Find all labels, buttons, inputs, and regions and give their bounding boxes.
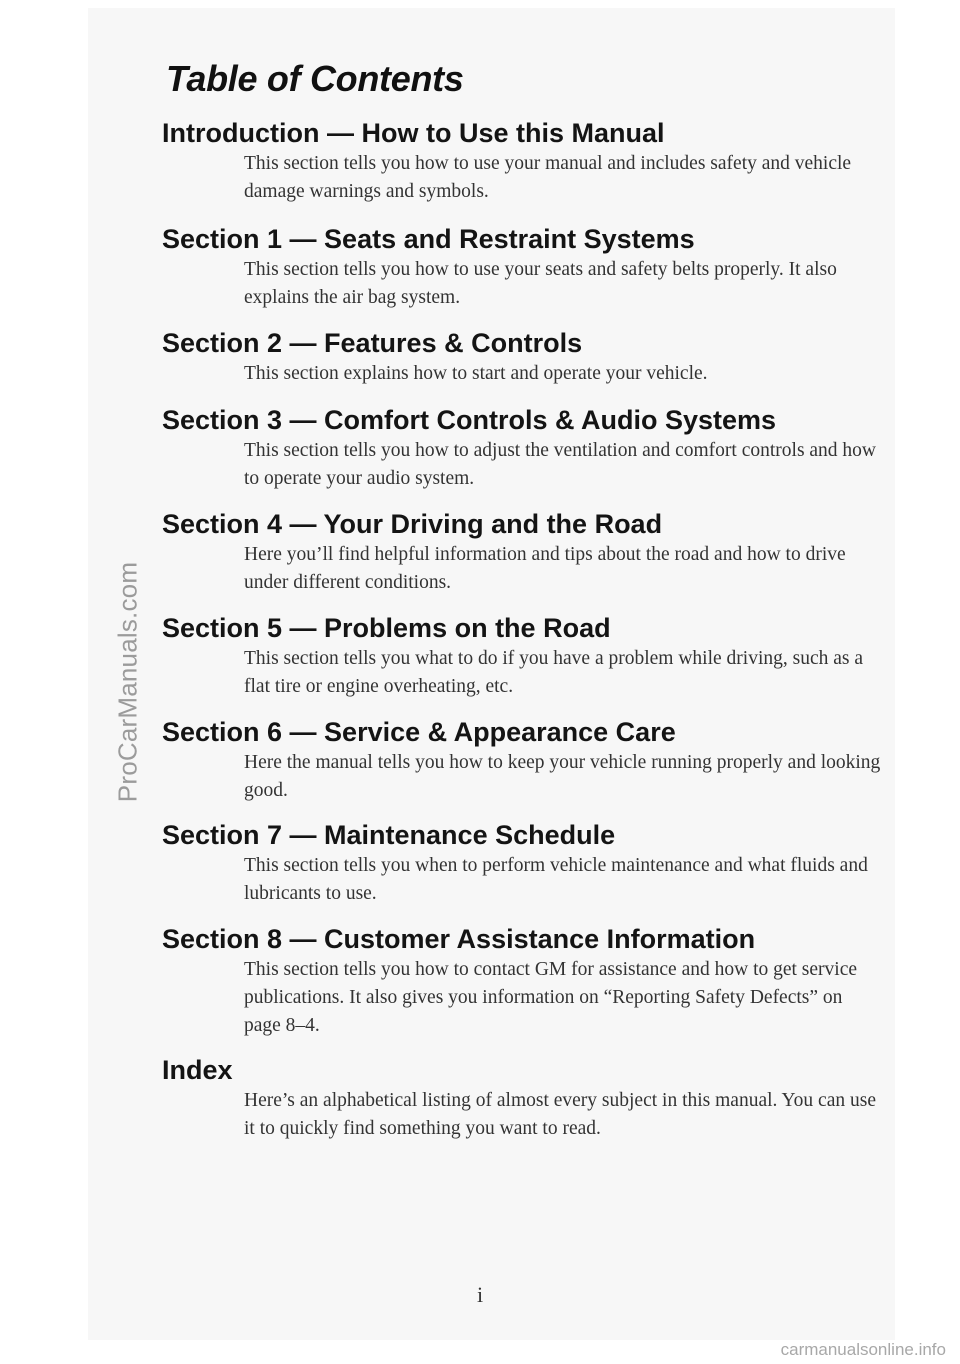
toc-entry-section-8 [162,922,882,1040]
entry-description: This section tells you how to use your seats and safety belts properly. It also explains the air bag system. [244,259,837,308]
entry-heading: Section 7 — Maintenance Schedule [162,820,616,850]
bottom-watermark: carmanualsonline.info [780,1340,946,1359]
entry-heading: Section 2 — Features & Controls [162,328,583,358]
toc-entry-introduction [162,116,882,206]
entry-heading: Introduction — How to Use this Manual [162,118,665,148]
page-title: Table of Contents [166,58,464,99]
entry-description: This section tells you how to use your manual and includes safety and vehicle damage warnings and symbols. [244,153,852,202]
entry-heading: Section 6 — Service & Appearance Care [162,717,676,747]
entry-heading: Section 4 — Your Driving and the Road [162,509,663,539]
entry-heading: Index [162,1055,233,1085]
entry-description: Here’s an alphabetical listing of almost every subject in this manual. You can use it to quickly find something you want to read. [244,1090,876,1139]
entry-description: This section tells you how to contact GM for assistance and how to get service publications. It also gives you information on “Reporting Safety Defects” on page 8–4. [244,959,858,1036]
toc-entry-section-4 [162,507,882,597]
entry-description: This section tells you how to adjust the ventilation and comfort controls and how to operate your audio system. [244,440,877,489]
entry-heading: Section 8 — Customer Assistance Information [162,924,756,954]
toc-entry-section-6 [162,715,882,805]
toc-entry-section-3 [162,403,882,493]
toc-entry-section-7 [162,818,882,908]
entry-heading: Section 3 — Comfort Controls & Audio Systems [162,405,777,435]
entry-description: Here the manual tells you how to keep your vehicle running properly and looking good. [244,752,881,801]
side-watermark: ProCarManuals.com [112,561,143,803]
entry-heading: Section 5 — Problems on the Road [162,613,611,643]
toc-entry-section-5 [162,611,882,701]
page-number: i [476,1282,484,1307]
toc-entry-index [162,1053,882,1143]
entry-description: This section tells you what to do if you have a problem while driving, such as a flat tire or engine overheating, etc. [244,648,864,697]
entry-description: This section tells you when to perform vehicle maintenance and what fluids and lubricants to use. [244,855,868,904]
entry-heading: Section 1 — Seats and Restraint Systems [162,224,695,254]
entry-description: This section explains how to start and operate your vehicle. [244,363,708,384]
entry-description: Here you’ll find helpful information and tips about the road and how to drive under different conditions. [244,544,846,593]
toc-entry-section-1 [162,222,882,312]
toc-entry-section-2 [162,326,882,388]
